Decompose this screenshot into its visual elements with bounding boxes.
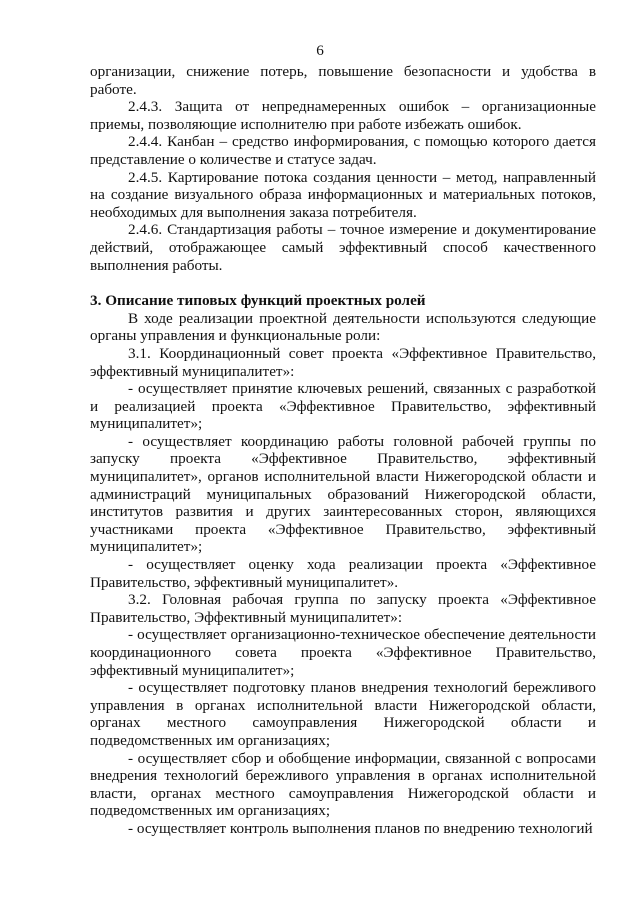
list-item-2-4-4: 2.4.4. Канбан – средство информирования, с помощью которого дается представление о количестве и статусе задач. <box>90 133 596 168</box>
section-intro-paragraph: В ходе реализации проектной деятельности используются следующие органы управления и функциональные роли: <box>90 309 596 345</box>
bullet-item: - осуществляет координацию работы головной рабочей группы по запуску проекта «Эффективное Правительство, эффективный муниципалитет», органов исполнительной власти Нижегородской области и администраций муниципальных образований Нижегородской области, институтов развития и других заинтересованных сторон, являющихся участниками проекта «Эффективное Правительство, эффективный муниципалитет»; <box>90 432 596 556</box>
section-heading: 3. Описание типовых функций проектных ролей <box>90 292 426 310</box>
page-content <box>90 63 596 838</box>
bullet-item: - осуществляет контроль выполнения планов по внедрению технологий <box>128 819 593 837</box>
bullet-item: - осуществляет сбор и обобщение информации, связанной с вопросами внедрения технологий бережливого управления в органах исполнительной власти, органах местного самоуправления Нижегородской области и подведомственных им организациях; <box>90 749 596 820</box>
page-number: 6 <box>316 42 324 59</box>
bullet-item: - осуществляет подготовку планов внедрения технологий бережливого управления в органах исполнительной власти Нижегородской области, органах местного самоуправления Нижегородской области и подведомственных им организациях; <box>90 679 596 749</box>
list-item-2-4-3: 2.4.3. Защита от непреднамеренных ошибок – организационные приемы, позволяющие исполнителю при работе избежать ошибок. <box>90 98 596 133</box>
subsection-3-1: 3.1. Координационный совет проекта «Эффективное Правительство, эффективный муниципалитет»: <box>90 344 596 380</box>
subsection-3-2: 3.2. Головная рабочая группа по запуску проекта «Эффективное Правительство, Эффективный муниципалитет»: <box>90 591 596 626</box>
list-item-2-4-6: 2.4.6. Стандартизация работы – точное измерение и документирование действий, отображающее самый эффективный способ качественного выполнения работы. <box>90 221 596 274</box>
bullet-item: - осуществляет оценку хода реализации проекта «Эффективное Правительство, эффективный муниципалитет». <box>90 556 596 591</box>
list-item-2-4-5: 2.4.5. Картирование потока создания ценности – метод, направленный на создание визуального образа информационных и материальных потоков, необходимых для выполнения заказа потребителя. <box>90 168 596 221</box>
bullet-item: - осуществляет принятие ключевых решений, связанных с разработкой и реализацией проекта «Эффективное Правительство, эффективный муниципалитет»; <box>90 380 596 433</box>
list-item-continuation: организации, снижение потерь, повышение безопасности и удобства в работе. <box>90 63 596 98</box>
bullet-item: - осуществляет организационно-техническое обеспечение деятельности координационного совета проекта «Эффективное Правительство, эффективный муниципалитет»; <box>90 626 596 679</box>
